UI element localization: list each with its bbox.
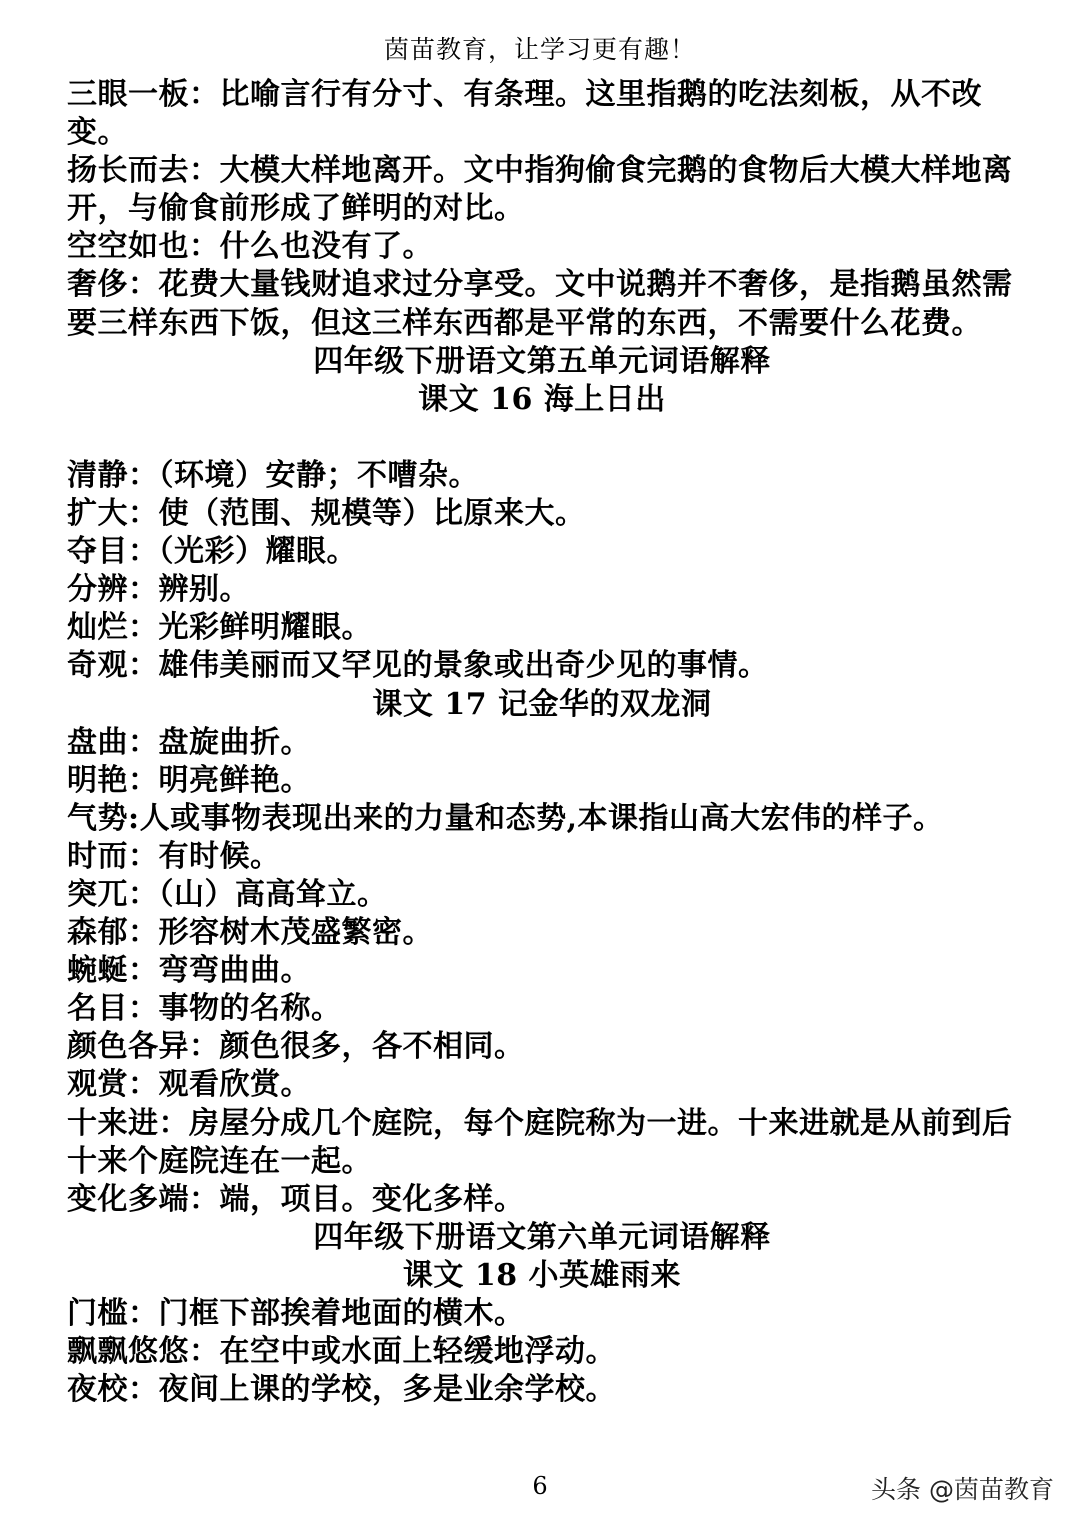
glossary-entry [67, 838, 1017, 876]
glossary-entry [67, 1295, 1017, 1333]
entry-definition: 门框下部挨着地面的横木。 [158, 1296, 525, 1331]
entry-term: 扩大： [67, 496, 159, 532]
entry-term: 夜校： [67, 1372, 159, 1408]
entry-definition: 在空中或水面上轻缓地浮动。 [219, 1334, 616, 1370]
entry-term: 奇观： [67, 648, 159, 684]
document-body [67, 76, 1017, 1409]
glossary-entry [67, 1181, 1017, 1219]
lesson16-title: 课文 16 海上日出 [418, 381, 666, 417]
unit5-title: 四年级下册语文第五单元词语解释 [313, 343, 771, 379]
glossary-entry [67, 152, 1017, 228]
blank-line [67, 419, 1017, 457]
entry-definition: 有时候。 [158, 838, 281, 874]
lesson16-entries [67, 457, 1017, 686]
unit6-title: 四年级下册语文第六单元词语解释 [313, 1219, 771, 1255]
glossary-entry [67, 1066, 1017, 1104]
intro-entries [67, 76, 1017, 343]
entry-term: 门槛： [67, 1296, 159, 1331]
entry-definition: （山）高高耸立。 [158, 876, 388, 912]
page-header: 茵苗教育，让学习更有趣！ [383, 35, 696, 64]
glossary-entry [67, 800, 1017, 838]
glossary-entry [67, 914, 1017, 952]
entry-term: 气势: [67, 800, 140, 836]
glossary-entry [67, 876, 1017, 914]
entry-definition: 什么也没有了。 [219, 229, 433, 265]
glossary-entry [67, 495, 1017, 533]
entry-definition: 花费大量钱财追求过分享受。文中说鹅并不奢侈，是指鹅虽然需要三样东西下饭，但这三样东西都是平常的东西，不需要什么花费。 [67, 267, 1013, 341]
entry-term: 奢侈： [67, 267, 159, 303]
entry-definition: 端，项目。变化多样。 [219, 1181, 525, 1217]
lesson17-title: 课文 17 记金华的双龙洞 [372, 686, 712, 722]
entry-term: 盘曲： [67, 724, 159, 760]
glossary-entry [67, 990, 1017, 1028]
entry-term: 蜿蜒： [67, 953, 159, 989]
glossary-entry [67, 1028, 1017, 1066]
entry-definition: 颜色很多，各不相同。 [219, 1029, 525, 1065]
entry-term: 突兀： [67, 876, 159, 912]
lesson17-entries [67, 724, 1017, 1219]
entry-term: 扬长而去： [67, 153, 220, 189]
entry-term: 三眼一板： [67, 77, 220, 112]
entry-term: 观赏： [67, 1067, 159, 1103]
glossary-entry [67, 609, 1017, 647]
glossary-entry [67, 1105, 1017, 1181]
entry-definition: 房屋分成几个庭院，每个庭院称为一进。十来进就是从前到后十来个庭院连在一起。 [67, 1105, 1013, 1179]
entry-definition: 夜间上课的学校，多是业余学校。 [158, 1372, 616, 1408]
entry-term: 空空如也： [67, 229, 220, 265]
entry-definition: 明亮鲜艳。 [158, 762, 311, 798]
entry-definition: 大模大样地离开。文中指狗偷食完鹅的食物后大模大样地离开，与偷食前形成了鲜明的对比。 [67, 153, 1013, 227]
entry-term: 明艳： [67, 762, 159, 798]
entry-term: 分辨： [67, 572, 159, 608]
lesson18-entries [67, 1295, 1017, 1409]
entry-term: 灿烂： [67, 610, 159, 646]
entry-term: 森郁： [67, 915, 159, 951]
glossary-entry [67, 76, 1017, 152]
entry-definition: 人或事物表现出来的力量和态势,本课指山高大宏伟的样子。 [139, 800, 944, 836]
glossary-entry [67, 952, 1017, 990]
entry-definition: 比喻言行有分寸、有条理。这里指鹅的吃法刻板，从不改变。 [67, 77, 982, 151]
glossary-entry [67, 457, 1017, 495]
glossary-entry [67, 724, 1017, 762]
entry-definition: 观看欣赏。 [158, 1067, 311, 1103]
entry-term: 颜色各异： [67, 1029, 220, 1065]
page-number: 6 [532, 1472, 548, 1500]
entry-term: 清静： [67, 457, 159, 493]
entry-definition: 弯弯曲曲。 [158, 953, 311, 989]
entry-definition: 光彩鲜明耀眼。 [158, 610, 372, 646]
entry-definition: （光彩）耀眼。 [158, 534, 357, 570]
entry-definition: 辨别。 [158, 572, 250, 608]
entry-definition: 形容树木茂盛繁密。 [158, 915, 433, 951]
entry-definition: （环境）安静；不嘈杂。 [158, 457, 479, 493]
entry-definition: 使（范围、规模等）比原来大。 [158, 496, 586, 532]
glossary-entry [67, 228, 1017, 266]
entry-term: 时而： [67, 838, 159, 874]
glossary-entry [67, 533, 1017, 571]
entry-term: 名目： [67, 991, 159, 1027]
glossary-entry [67, 571, 1017, 609]
entry-term: 飘飘悠悠： [67, 1334, 220, 1370]
glossary-entry [67, 1371, 1017, 1409]
watermark: 头条 @茵苗教育 [871, 1475, 1054, 1504]
entry-definition: 事物的名称。 [158, 991, 342, 1027]
entry-term: 变化多端： [67, 1181, 220, 1217]
entry-term: 十来进： [67, 1105, 189, 1141]
lesson18-title: 课文 18 小英雄雨来 [402, 1257, 682, 1293]
glossary-entry [67, 762, 1017, 800]
entry-term: 夺目： [67, 534, 159, 570]
entry-definition: 盘旋曲折。 [158, 724, 311, 760]
glossary-entry [67, 266, 1017, 342]
glossary-entry [67, 647, 1017, 685]
glossary-entry [67, 1333, 1017, 1371]
entry-definition: 雄伟美丽而又罕见的景象或出奇少见的事情。 [158, 648, 769, 684]
